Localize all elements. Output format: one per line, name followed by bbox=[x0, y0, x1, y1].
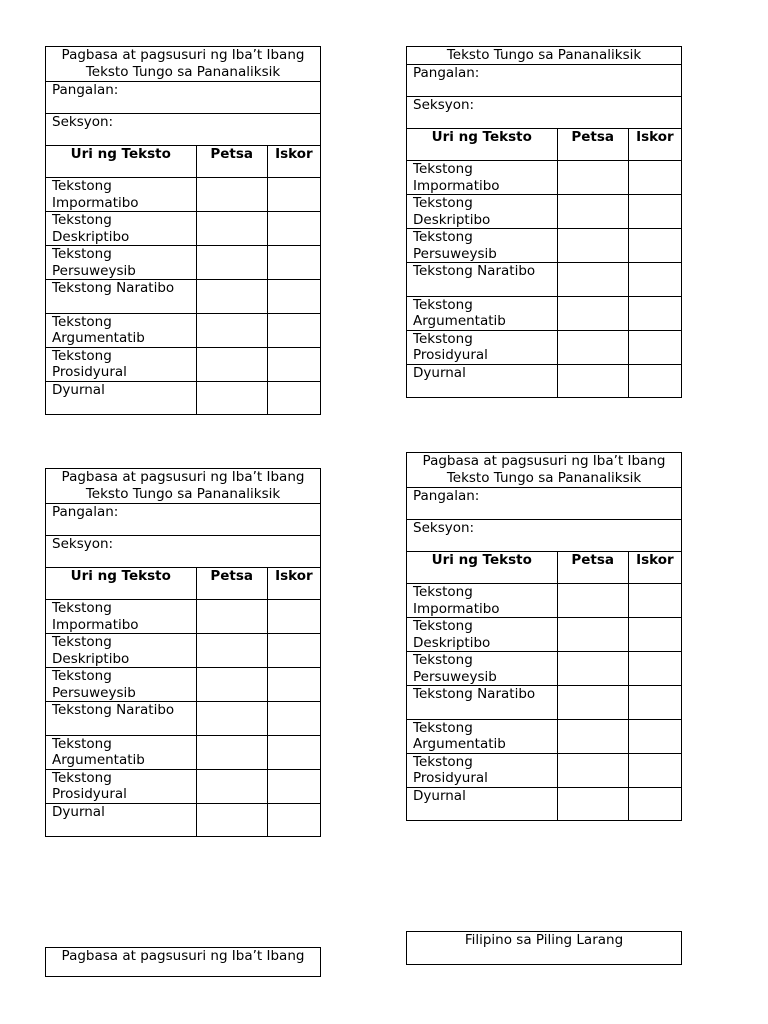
header-score: Iskor bbox=[267, 146, 320, 178]
table-row bbox=[46, 347, 321, 381]
text-type-line: Tekstong bbox=[413, 229, 473, 245]
score-cell[interactable] bbox=[267, 702, 320, 736]
text-type-line: Tekstong bbox=[52, 178, 112, 194]
text-type-line: Tekstong bbox=[52, 769, 112, 786]
table-row bbox=[407, 584, 682, 618]
date-cell[interactable] bbox=[196, 313, 267, 347]
card-title-line: Teksto Tungo sa Pananaliksik bbox=[85, 485, 281, 502]
text-type-line: Tekstong bbox=[413, 652, 473, 668]
text-type-line: Tekstong bbox=[52, 246, 112, 262]
date-cell[interactable] bbox=[557, 584, 628, 618]
text-type-line: Deskriptibo bbox=[52, 228, 130, 245]
text-type-line: Prosidyural bbox=[413, 770, 488, 786]
text-type-cell bbox=[407, 618, 558, 652]
text-type-line: Tekstong bbox=[413, 753, 473, 770]
date-cell[interactable] bbox=[557, 364, 628, 398]
text-type-line: Tekstong Naratibo bbox=[52, 702, 175, 718]
text-type-line: Tekstong bbox=[52, 735, 112, 752]
score-cell[interactable] bbox=[628, 296, 681, 330]
name-field[interactable]: Pangalan: bbox=[46, 504, 321, 536]
card-title bbox=[46, 469, 321, 504]
section-field[interactable]: Seksyon: bbox=[46, 114, 321, 146]
text-type-line: Deskriptibo bbox=[52, 650, 130, 667]
table-row bbox=[407, 753, 682, 787]
header-text-type: Uri ng Teksto bbox=[407, 552, 558, 584]
table-row bbox=[46, 769, 321, 803]
header-date: Petsa bbox=[196, 146, 267, 178]
date-cell[interactable] bbox=[557, 652, 628, 686]
text-type-cell bbox=[46, 347, 197, 381]
text-type-cell bbox=[407, 584, 558, 618]
header-date: Petsa bbox=[557, 552, 628, 584]
score-cell[interactable] bbox=[267, 246, 320, 280]
text-type-cell bbox=[407, 296, 558, 330]
text-type-line: Persuweysib bbox=[413, 245, 497, 262]
table-row bbox=[46, 246, 321, 280]
table-row bbox=[46, 600, 321, 634]
score-cell[interactable] bbox=[267, 769, 320, 803]
score-cell[interactable] bbox=[628, 584, 681, 618]
score-cell[interactable] bbox=[267, 735, 320, 769]
date-cell[interactable] bbox=[557, 686, 628, 720]
date-cell[interactable] bbox=[557, 296, 628, 330]
score-card-middle-right bbox=[406, 452, 682, 821]
section-field[interactable]: Seksyon: bbox=[46, 536, 321, 568]
table-row bbox=[46, 803, 321, 837]
text-type-line: Tekstong Naratibo bbox=[413, 686, 536, 702]
text-type-line: Argumentatib bbox=[413, 313, 506, 329]
text-type-cell bbox=[407, 229, 558, 263]
score-cell[interactable] bbox=[267, 600, 320, 634]
table-row bbox=[46, 280, 321, 314]
text-type-line: Tekstong bbox=[52, 634, 112, 650]
card-title-line: Pagbasa at pagsusuri ng Iba’t Ibang bbox=[61, 47, 305, 63]
score-cell[interactable] bbox=[267, 178, 320, 212]
card-title-line: Teksto Tungo sa Pananaliksik bbox=[446, 47, 642, 63]
table-row bbox=[46, 212, 321, 246]
score-cell[interactable] bbox=[267, 347, 320, 381]
date-cell[interactable] bbox=[196, 212, 267, 246]
text-type-line: Tekstong Naratibo bbox=[52, 280, 175, 296]
text-type-cell bbox=[407, 161, 558, 195]
name-field[interactable]: Pangalan: bbox=[46, 82, 321, 114]
text-type-line: Impormatibo bbox=[52, 194, 139, 211]
date-cell[interactable] bbox=[196, 246, 267, 280]
score-table bbox=[406, 46, 682, 398]
text-type-cell bbox=[407, 364, 558, 398]
text-type-line: Prosidyural bbox=[413, 347, 488, 363]
card-title-line: Pagbasa at pagsusuri ng Iba’t Ibang bbox=[422, 453, 666, 469]
table-row bbox=[46, 313, 321, 347]
text-type-line: Dyurnal bbox=[413, 364, 466, 381]
text-type-line: Dyurnal bbox=[413, 787, 466, 804]
score-cell[interactable] bbox=[267, 313, 320, 347]
date-cell[interactable] bbox=[196, 347, 267, 381]
table-row bbox=[407, 686, 682, 720]
text-type-line: Tekstong bbox=[52, 212, 112, 228]
table-row bbox=[46, 668, 321, 702]
text-type-cell bbox=[46, 212, 197, 246]
score-cell[interactable] bbox=[628, 263, 681, 297]
text-type-cell bbox=[46, 313, 197, 347]
date-cell[interactable] bbox=[557, 719, 628, 753]
footer-box-right: Filipino sa Piling Larang bbox=[406, 931, 682, 965]
header-score: Iskor bbox=[628, 552, 681, 584]
header-score: Iskor bbox=[267, 568, 320, 600]
text-type-line: Tekstong bbox=[413, 618, 473, 634]
header-date: Petsa bbox=[557, 129, 628, 161]
table-row bbox=[407, 296, 682, 330]
score-cell[interactable] bbox=[267, 668, 320, 702]
text-type-cell bbox=[407, 195, 558, 229]
score-cell[interactable] bbox=[267, 803, 320, 837]
text-type-cell bbox=[46, 634, 197, 668]
section-field[interactable]: Seksyon: bbox=[407, 520, 682, 552]
date-cell[interactable] bbox=[557, 229, 628, 263]
card-title bbox=[407, 47, 682, 65]
date-cell[interactable] bbox=[196, 381, 267, 415]
score-cell[interactable] bbox=[267, 212, 320, 246]
table-row bbox=[407, 263, 682, 297]
score-cell[interactable] bbox=[267, 381, 320, 415]
text-type-line: Persuweysib bbox=[52, 262, 136, 279]
date-cell[interactable] bbox=[196, 803, 267, 837]
table-row bbox=[407, 330, 682, 364]
text-type-cell bbox=[46, 280, 197, 314]
card-title-line: Teksto Tungo sa Pananaliksik bbox=[446, 469, 642, 486]
score-cell[interactable] bbox=[628, 719, 681, 753]
date-cell[interactable] bbox=[196, 634, 267, 668]
date-cell[interactable] bbox=[196, 668, 267, 702]
date-cell[interactable] bbox=[196, 735, 267, 769]
section-field[interactable]: Seksyon: bbox=[407, 97, 682, 129]
header-score: Iskor bbox=[628, 129, 681, 161]
text-type-line: Dyurnal bbox=[52, 803, 105, 820]
text-type-cell bbox=[46, 246, 197, 280]
table-row bbox=[407, 195, 682, 229]
header-text-type: Uri ng Teksto bbox=[46, 568, 197, 600]
score-cell[interactable] bbox=[628, 229, 681, 263]
text-type-line: Tekstong bbox=[413, 719, 473, 736]
text-type-cell bbox=[46, 702, 197, 736]
score-cell[interactable] bbox=[628, 330, 681, 364]
text-type-line: Tekstong bbox=[413, 161, 473, 177]
date-cell[interactable] bbox=[557, 195, 628, 229]
text-type-line: Impormatibo bbox=[52, 616, 139, 633]
date-cell[interactable] bbox=[557, 330, 628, 364]
footer-box-left: Pagbasa at pagsusuri ng Iba’t Ibang bbox=[45, 947, 321, 977]
score-card-middle-left bbox=[45, 468, 321, 837]
text-type-cell bbox=[407, 686, 558, 720]
date-cell[interactable] bbox=[557, 161, 628, 195]
score-cell[interactable] bbox=[628, 652, 681, 686]
text-type-cell bbox=[407, 263, 558, 297]
text-type-line: Prosidyural bbox=[52, 786, 127, 802]
header-text-type: Uri ng Teksto bbox=[46, 146, 197, 178]
table-row bbox=[407, 229, 682, 263]
date-cell[interactable] bbox=[196, 178, 267, 212]
text-type-line: Tekstong bbox=[413, 296, 473, 313]
date-cell[interactable] bbox=[557, 618, 628, 652]
text-type-line: Impormatibo bbox=[413, 600, 500, 617]
text-type-line: Tekstong bbox=[413, 330, 473, 347]
date-cell[interactable] bbox=[557, 787, 628, 821]
text-type-cell bbox=[46, 769, 197, 803]
text-type-cell bbox=[46, 381, 197, 415]
table-row bbox=[46, 178, 321, 212]
text-type-cell bbox=[407, 330, 558, 364]
score-cell[interactable] bbox=[628, 364, 681, 398]
text-type-line: Argumentatib bbox=[52, 330, 145, 346]
date-cell[interactable] bbox=[196, 769, 267, 803]
text-type-cell bbox=[46, 735, 197, 769]
text-type-line: Argumentatib bbox=[52, 752, 145, 768]
score-cell[interactable] bbox=[267, 634, 320, 668]
card-title bbox=[407, 453, 682, 488]
name-field[interactable]: Pangalan: bbox=[407, 488, 682, 520]
card-title-line: Pagbasa at pagsusuri ng Iba’t Ibang bbox=[61, 469, 305, 485]
text-type-cell bbox=[46, 178, 197, 212]
score-cell[interactable] bbox=[628, 195, 681, 229]
table-row bbox=[407, 719, 682, 753]
score-cell[interactable] bbox=[628, 787, 681, 821]
header-date: Petsa bbox=[196, 568, 267, 600]
text-type-line: Persuweysib bbox=[413, 668, 497, 685]
score-cell[interactable] bbox=[628, 753, 681, 787]
card-title bbox=[46, 47, 321, 82]
text-type-line: Impormatibo bbox=[413, 177, 500, 194]
text-type-line: Deskriptibo bbox=[413, 634, 491, 651]
text-type-cell bbox=[46, 600, 197, 634]
date-cell[interactable] bbox=[196, 600, 267, 634]
text-type-line: Tekstong bbox=[413, 195, 473, 211]
table-row bbox=[407, 618, 682, 652]
date-cell[interactable] bbox=[196, 702, 267, 736]
card-title-line: Teksto Tungo sa Pananaliksik bbox=[85, 63, 281, 80]
table-row bbox=[407, 787, 682, 821]
text-type-cell bbox=[407, 719, 558, 753]
text-type-line: Tekstong bbox=[52, 600, 112, 616]
text-type-line: Persuweysib bbox=[52, 684, 136, 701]
table-row bbox=[407, 161, 682, 195]
text-type-line: Dyurnal bbox=[52, 381, 105, 398]
date-cell[interactable] bbox=[557, 263, 628, 297]
text-type-line: Tekstong Naratibo bbox=[413, 263, 536, 279]
text-type-line: Argumentatib bbox=[413, 736, 506, 752]
score-table bbox=[406, 452, 682, 821]
text-type-cell bbox=[407, 787, 558, 821]
table-row bbox=[46, 702, 321, 736]
score-table bbox=[45, 468, 321, 837]
text-type-line: Tekstong bbox=[52, 347, 112, 364]
text-type-line: Tekstong bbox=[413, 584, 473, 600]
date-cell[interactable] bbox=[196, 280, 267, 314]
text-type-line: Tekstong bbox=[52, 313, 112, 330]
name-field[interactable]: Pangalan: bbox=[407, 65, 682, 97]
table-row bbox=[46, 381, 321, 415]
header-text-type: Uri ng Teksto bbox=[407, 129, 558, 161]
text-type-cell bbox=[46, 668, 197, 702]
text-type-cell bbox=[407, 753, 558, 787]
score-card-top-left bbox=[45, 46, 321, 415]
score-cell[interactable] bbox=[628, 161, 681, 195]
score-card-top-right bbox=[406, 46, 682, 398]
text-type-line: Tekstong bbox=[52, 668, 112, 684]
score-table bbox=[45, 46, 321, 415]
date-cell[interactable] bbox=[557, 753, 628, 787]
table-row bbox=[407, 652, 682, 686]
table-row bbox=[46, 634, 321, 668]
text-type-line: Deskriptibo bbox=[413, 211, 491, 228]
score-cell[interactable] bbox=[267, 280, 320, 314]
text-type-cell bbox=[46, 803, 197, 837]
score-cell[interactable] bbox=[628, 686, 681, 720]
table-row bbox=[46, 735, 321, 769]
score-cell[interactable] bbox=[628, 618, 681, 652]
text-type-line: Prosidyural bbox=[52, 364, 127, 380]
text-type-cell bbox=[407, 652, 558, 686]
table-row bbox=[407, 364, 682, 398]
